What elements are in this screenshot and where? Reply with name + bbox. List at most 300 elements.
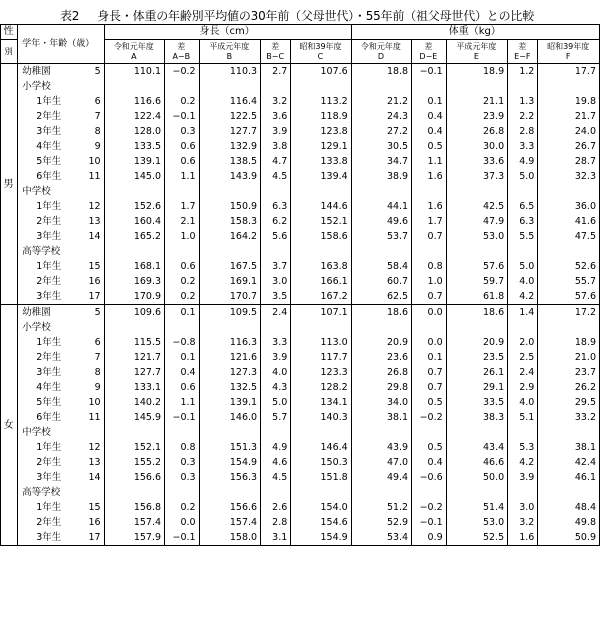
age-cell: 8 <box>83 365 105 380</box>
height-value-cell: 132.5 <box>199 380 261 395</box>
weight-value-cell: 43.4 <box>446 440 508 455</box>
weight-value-cell: 18.6 <box>351 305 411 321</box>
height-value-cell: 150.3 <box>291 455 351 470</box>
grade-label: 2年生 <box>18 515 83 530</box>
weight-value-cell <box>446 320 508 335</box>
table-row <box>1 485 600 500</box>
weight-value-cell: 38.1 <box>351 410 411 425</box>
weight-value-cell: 51.4 <box>446 500 508 515</box>
weight-value-cell: 0.4 <box>412 109 447 124</box>
height-value-cell: 140.3 <box>291 410 351 425</box>
height-value-cell: 1.7 <box>165 199 200 214</box>
table-row <box>1 109 600 124</box>
height-value-cell: 0.0 <box>165 515 200 530</box>
height-value-cell <box>261 79 291 94</box>
weight-value-cell: 18.6 <box>446 305 508 321</box>
height-value-cell: 140.2 <box>104 395 164 410</box>
height-value-cell: 0.2 <box>165 94 200 109</box>
weight-value-cell <box>446 244 508 259</box>
sex-header-top: 性 <box>1 25 18 40</box>
height-value-cell: 127.7 <box>104 365 164 380</box>
age-cell <box>83 320 105 335</box>
grade-label: 3年生 <box>18 124 83 139</box>
table-row <box>1 410 600 425</box>
weight-value-cell: 60.7 <box>351 274 411 289</box>
weight-value-cell: 53.0 <box>446 515 508 530</box>
height-value-cell: 107.6 <box>291 64 351 80</box>
height-value-cell: 169.3 <box>104 274 164 289</box>
sex-header-bottom: 別 <box>1 40 18 64</box>
height-value-cell <box>165 79 200 94</box>
height-value-cell <box>261 425 291 440</box>
weight-value-cell: 32.3 <box>538 169 600 184</box>
height-col-header: 差 B−C <box>261 40 291 64</box>
weight-value-cell: 29.5 <box>538 395 600 410</box>
age-cell: 7 <box>83 350 105 365</box>
age-cell <box>83 184 105 199</box>
weight-col-header: 差 D−E <box>412 40 447 64</box>
weight-value-cell: 18.8 <box>351 64 411 80</box>
height-value-cell: 3.2 <box>261 94 291 109</box>
grade-label: 2年生 <box>18 455 83 470</box>
weight-value-cell <box>508 320 538 335</box>
height-value-cell: 139.1 <box>104 154 164 169</box>
height-value-cell: 2.1 <box>165 214 200 229</box>
height-value-cell: 123.8 <box>291 124 351 139</box>
weight-value-cell: −0.1 <box>412 64 447 80</box>
weight-value-cell: 20.9 <box>446 335 508 350</box>
age-cell <box>83 425 105 440</box>
sex-cell: 男 <box>1 64 18 305</box>
weight-value-cell: 41.6 <box>538 214 600 229</box>
weight-value-cell: 46.6 <box>446 455 508 470</box>
grade-label: 5年生 <box>18 395 83 410</box>
height-value-cell: 3.7 <box>261 259 291 274</box>
weight-value-cell: 5.1 <box>508 410 538 425</box>
height-value-cell <box>291 184 351 199</box>
height-value-cell: 5.6 <box>261 229 291 244</box>
height-value-cell: 156.8 <box>104 500 164 515</box>
age-cell: 14 <box>83 229 105 244</box>
age-cell <box>83 79 105 94</box>
height-value-cell: 3.6 <box>261 109 291 124</box>
weight-value-cell: 52.9 <box>351 515 411 530</box>
height-value-cell: 4.9 <box>261 440 291 455</box>
weight-value-cell: 23.5 <box>446 350 508 365</box>
height-value-cell <box>291 485 351 500</box>
weight-value-cell: 4.0 <box>508 274 538 289</box>
height-value-cell <box>165 184 200 199</box>
weight-value-cell: 23.6 <box>351 350 411 365</box>
height-value-cell: 134.1 <box>291 395 351 410</box>
weight-col-header: 令和元年度 D <box>351 40 411 64</box>
height-value-cell: −0.2 <box>165 64 200 80</box>
weight-value-cell: 46.1 <box>538 470 600 485</box>
weight-value-cell: 33.2 <box>538 410 600 425</box>
height-value-cell <box>291 425 351 440</box>
age-cell: 12 <box>83 440 105 455</box>
height-value-cell: 154.9 <box>199 455 261 470</box>
height-value-cell: 127.7 <box>199 124 261 139</box>
height-value-cell: −0.1 <box>165 410 200 425</box>
height-value-cell: 145.0 <box>104 169 164 184</box>
weight-value-cell: 38.3 <box>446 410 508 425</box>
comparison-table <box>0 24 600 546</box>
height-value-cell: 0.1 <box>165 305 200 321</box>
weight-value-cell: 2.9 <box>508 380 538 395</box>
age-cell: 5 <box>83 64 105 80</box>
height-value-cell: 121.7 <box>104 350 164 365</box>
table-row <box>1 305 600 321</box>
table-row <box>1 274 600 289</box>
height-col-header: 昭和39年度 C <box>291 40 351 64</box>
weight-value-cell: 0.9 <box>412 530 447 546</box>
weight-value-cell: 57.6 <box>538 289 600 305</box>
weight-value-cell: 0.5 <box>412 440 447 455</box>
weight-value-cell: 0.1 <box>412 350 447 365</box>
weight-value-cell: 0.7 <box>412 289 447 305</box>
height-value-cell <box>199 425 261 440</box>
weight-value-cell <box>446 184 508 199</box>
sex-cell: 女 <box>1 305 18 546</box>
height-value-cell: 0.6 <box>165 380 200 395</box>
weight-value-cell <box>538 485 600 500</box>
weight-value-cell: 0.7 <box>412 365 447 380</box>
age-cell: 15 <box>83 500 105 515</box>
weight-value-cell: 17.7 <box>538 64 600 80</box>
weight-value-cell: 2.5 <box>508 350 538 365</box>
weight-value-cell: 30.5 <box>351 139 411 154</box>
height-value-cell: 160.4 <box>104 214 164 229</box>
table-number: 表2 <box>60 9 80 23</box>
table-caption: 身長・体重の年齢別平均値の30年前（父母世代）・55年前（祖父母世代）との比較 <box>97 9 534 23</box>
weight-value-cell: 38.1 <box>538 440 600 455</box>
table-row <box>1 380 600 395</box>
weight-value-cell: 29.1 <box>446 380 508 395</box>
height-value-cell: 109.5 <box>199 305 261 321</box>
height-value-cell: 166.1 <box>291 274 351 289</box>
school-level-label: 中学校 <box>18 184 83 199</box>
weight-value-cell <box>412 79 447 94</box>
weight-value-cell: 2.8 <box>508 124 538 139</box>
weight-value-cell: 37.3 <box>446 169 508 184</box>
grade-label: 幼稚園 <box>18 64 83 80</box>
height-value-cell: 110.1 <box>104 64 164 80</box>
weight-value-cell <box>351 485 411 500</box>
height-value-cell: 116.6 <box>104 94 164 109</box>
table-row <box>1 154 600 169</box>
table-row <box>1 395 600 410</box>
height-value-cell: 152.1 <box>291 214 351 229</box>
weight-col-header: 昭和39年度 F <box>538 40 600 64</box>
weight-value-cell: 6.5 <box>508 199 538 214</box>
height-value-cell: 152.6 <box>104 199 164 214</box>
weight-col-header: 差 E−F <box>508 40 538 64</box>
male-section <box>1 64 600 305</box>
weight-value-cell <box>351 79 411 94</box>
age-cell: 9 <box>83 139 105 154</box>
height-value-cell: 2.6 <box>261 500 291 515</box>
weight-value-cell <box>351 320 411 335</box>
school-level-label: 高等学校 <box>18 485 83 500</box>
weight-value-cell: 34.7 <box>351 154 411 169</box>
height-value-cell: 4.5 <box>261 169 291 184</box>
height-value-cell <box>261 485 291 500</box>
weight-value-cell: 26.1 <box>446 365 508 380</box>
weight-value-cell: 47.9 <box>446 214 508 229</box>
weight-value-cell: 19.8 <box>538 94 600 109</box>
height-value-cell: 3.1 <box>261 530 291 546</box>
table-title <box>60 7 534 24</box>
grade-age-header: 学年・年齢（歳） <box>18 25 104 64</box>
weight-value-cell: 3.3 <box>508 139 538 154</box>
height-value-cell: 6.3 <box>261 199 291 214</box>
weight-value-cell: 5.0 <box>508 259 538 274</box>
weight-value-cell <box>538 244 600 259</box>
height-value-cell: 5.7 <box>261 410 291 425</box>
height-value-cell: −0.1 <box>165 109 200 124</box>
height-value-cell: 164.2 <box>199 229 261 244</box>
weight-value-cell <box>508 244 538 259</box>
height-col-header: 令和元年度 A <box>104 40 164 64</box>
height-value-cell: 1.0 <box>165 229 200 244</box>
weight-value-cell: 49.8 <box>538 515 600 530</box>
grade-label: 1年生 <box>18 500 83 515</box>
school-level-label: 高等学校 <box>18 244 83 259</box>
weight-value-cell: 48.4 <box>538 500 600 515</box>
weight-value-cell: 3.2 <box>508 515 538 530</box>
table-row <box>1 214 600 229</box>
height-value-cell: 150.9 <box>199 199 261 214</box>
height-value-cell: 0.1 <box>165 350 200 365</box>
grade-label: 3年生 <box>18 530 83 546</box>
age-cell: 11 <box>83 410 105 425</box>
weight-value-cell: 42.4 <box>538 455 600 470</box>
weight-value-cell: 52.5 <box>446 530 508 546</box>
weight-value-cell: −0.2 <box>412 410 447 425</box>
weight-value-cell: 33.5 <box>446 395 508 410</box>
table-row <box>1 500 600 515</box>
table-row <box>1 64 600 80</box>
height-value-cell: 170.7 <box>199 289 261 305</box>
height-value-cell <box>261 184 291 199</box>
weight-value-cell: 5.3 <box>508 440 538 455</box>
height-value-cell: 152.1 <box>104 440 164 455</box>
height-value-cell: 133.1 <box>104 380 164 395</box>
height-value-cell: 113.0 <box>291 335 351 350</box>
age-cell: 16 <box>83 274 105 289</box>
header-row-groups <box>1 25 600 40</box>
age-cell: 8 <box>83 124 105 139</box>
height-value-cell <box>199 79 261 94</box>
weight-value-cell: 55.7 <box>538 274 600 289</box>
height-value-cell: 154.6 <box>291 515 351 530</box>
table-row <box>1 184 600 199</box>
height-value-cell: 3.9 <box>261 124 291 139</box>
height-value-cell: 0.3 <box>165 455 200 470</box>
height-value-cell: 170.9 <box>104 289 164 305</box>
height-value-cell: 4.5 <box>261 470 291 485</box>
height-col-header: 平成元年度 B <box>199 40 261 64</box>
height-value-cell: 138.5 <box>199 154 261 169</box>
female-section <box>1 305 600 546</box>
weight-value-cell: 2.0 <box>508 335 538 350</box>
height-value-cell: 158.6 <box>291 229 351 244</box>
height-value-cell: 122.4 <box>104 109 164 124</box>
table-row <box>1 440 600 455</box>
weight-value-cell <box>538 184 600 199</box>
height-value-cell: 118.9 <box>291 109 351 124</box>
weight-value-cell: 26.2 <box>538 380 600 395</box>
height-value-cell: 143.9 <box>199 169 261 184</box>
grade-label: 6年生 <box>18 410 83 425</box>
height-value-cell: 155.2 <box>104 455 164 470</box>
weight-value-cell: 24.3 <box>351 109 411 124</box>
height-value-cell: 139.4 <box>291 169 351 184</box>
height-value-cell <box>165 485 200 500</box>
grade-label: 4年生 <box>18 139 83 154</box>
table-row <box>1 139 600 154</box>
weight-value-cell: 4.0 <box>508 395 538 410</box>
age-cell: 17 <box>83 289 105 305</box>
weight-value-cell: 18.9 <box>538 335 600 350</box>
height-value-cell: 139.1 <box>199 395 261 410</box>
weight-value-cell: 50.0 <box>446 470 508 485</box>
height-value-cell: 154.9 <box>291 530 351 546</box>
weight-value-cell: 0.7 <box>412 229 447 244</box>
weight-value-cell: 49.4 <box>351 470 411 485</box>
height-value-cell: 169.1 <box>199 274 261 289</box>
grade-label: 1年生 <box>18 199 83 214</box>
height-value-cell: 158.3 <box>199 214 261 229</box>
grade-label: 1年生 <box>18 94 83 109</box>
age-cell: 14 <box>83 470 105 485</box>
weight-value-cell: 26.8 <box>351 365 411 380</box>
age-cell: 9 <box>83 380 105 395</box>
height-value-cell: 128.0 <box>104 124 164 139</box>
grade-label: 2年生 <box>18 350 83 365</box>
age-cell: 15 <box>83 259 105 274</box>
age-cell: 6 <box>83 94 105 109</box>
weight-value-cell: 34.0 <box>351 395 411 410</box>
height-value-cell: 3.5 <box>261 289 291 305</box>
weight-value-cell: 26.8 <box>446 124 508 139</box>
weight-value-cell: 42.5 <box>446 199 508 214</box>
weight-value-cell <box>446 485 508 500</box>
grade-label: 5年生 <box>18 154 83 169</box>
weight-value-cell <box>538 79 600 94</box>
grade-label: 4年生 <box>18 380 83 395</box>
weight-value-cell: 43.9 <box>351 440 411 455</box>
height-value-cell: 133.5 <box>104 139 164 154</box>
height-value-cell <box>165 425 200 440</box>
age-cell: 11 <box>83 169 105 184</box>
weight-value-cell: 3.9 <box>508 470 538 485</box>
height-value-cell: 132.9 <box>199 139 261 154</box>
table-row <box>1 515 600 530</box>
height-value-cell: 133.8 <box>291 154 351 169</box>
weight-value-cell: 36.0 <box>538 199 600 214</box>
height-value-cell: 4.0 <box>261 365 291 380</box>
height-value-cell: 165.2 <box>104 229 164 244</box>
height-value-cell <box>165 244 200 259</box>
table-row <box>1 124 600 139</box>
age-cell <box>83 485 105 500</box>
grade-label: 6年生 <box>18 169 83 184</box>
weight-value-cell: 1.0 <box>412 274 447 289</box>
height-value-cell: 116.3 <box>199 335 261 350</box>
weight-value-cell <box>412 485 447 500</box>
height-value-cell <box>165 320 200 335</box>
height-value-cell: 2.8 <box>261 515 291 530</box>
weight-value-cell: 20.9 <box>351 335 411 350</box>
weight-value-cell: 3.0 <box>508 500 538 515</box>
height-value-cell: 168.1 <box>104 259 164 274</box>
weight-value-cell: 28.7 <box>538 154 600 169</box>
weight-value-cell: 1.6 <box>508 530 538 546</box>
height-value-cell: 1.1 <box>165 169 200 184</box>
grade-label: 1年生 <box>18 440 83 455</box>
age-cell: 5 <box>83 305 105 321</box>
table-row <box>1 169 600 184</box>
height-value-cell: 113.2 <box>291 94 351 109</box>
weight-value-cell: 17.2 <box>538 305 600 321</box>
weight-value-cell: 0.0 <box>412 335 447 350</box>
weight-value-cell: 51.2 <box>351 500 411 515</box>
height-value-cell <box>104 425 164 440</box>
weight-value-cell: 50.9 <box>538 530 600 546</box>
grade-label: 幼稚園 <box>18 305 83 321</box>
age-cell <box>83 244 105 259</box>
height-value-cell <box>104 244 164 259</box>
height-value-cell: 0.2 <box>165 500 200 515</box>
height-value-cell: 3.3 <box>261 335 291 350</box>
weight-value-cell: 4.2 <box>508 289 538 305</box>
weight-value-cell <box>412 244 447 259</box>
weight-value-cell <box>538 320 600 335</box>
height-value-cell: 6.2 <box>261 214 291 229</box>
weight-value-cell: 0.4 <box>412 124 447 139</box>
table-row <box>1 530 600 546</box>
height-col-header: 差 A−B <box>165 40 200 64</box>
weight-value-cell: 21.2 <box>351 94 411 109</box>
height-value-cell: 117.7 <box>291 350 351 365</box>
height-value-cell: 2.4 <box>261 305 291 321</box>
height-value-cell <box>104 485 164 500</box>
age-cell: 13 <box>83 455 105 470</box>
weight-value-cell: 0.8 <box>412 259 447 274</box>
height-value-cell: 123.3 <box>291 365 351 380</box>
school-level-label: 中学校 <box>18 425 83 440</box>
age-cell: 13 <box>83 214 105 229</box>
weight-value-cell: 57.6 <box>446 259 508 274</box>
weight-value-cell: 23.7 <box>538 365 600 380</box>
table-row <box>1 244 600 259</box>
height-value-cell: 129.1 <box>291 139 351 154</box>
height-value-cell <box>291 79 351 94</box>
weight-value-cell: 23.9 <box>446 109 508 124</box>
height-value-cell: 167.2 <box>291 289 351 305</box>
weight-value-cell: 6.3 <box>508 214 538 229</box>
height-value-cell: 0.3 <box>165 470 200 485</box>
weight-value-cell: 0.0 <box>412 305 447 321</box>
height-value-cell: 157.4 <box>104 515 164 530</box>
table-row <box>1 259 600 274</box>
age-cell: 16 <box>83 515 105 530</box>
weight-value-cell: 4.9 <box>508 154 538 169</box>
age-cell: 12 <box>83 199 105 214</box>
table-row <box>1 470 600 485</box>
